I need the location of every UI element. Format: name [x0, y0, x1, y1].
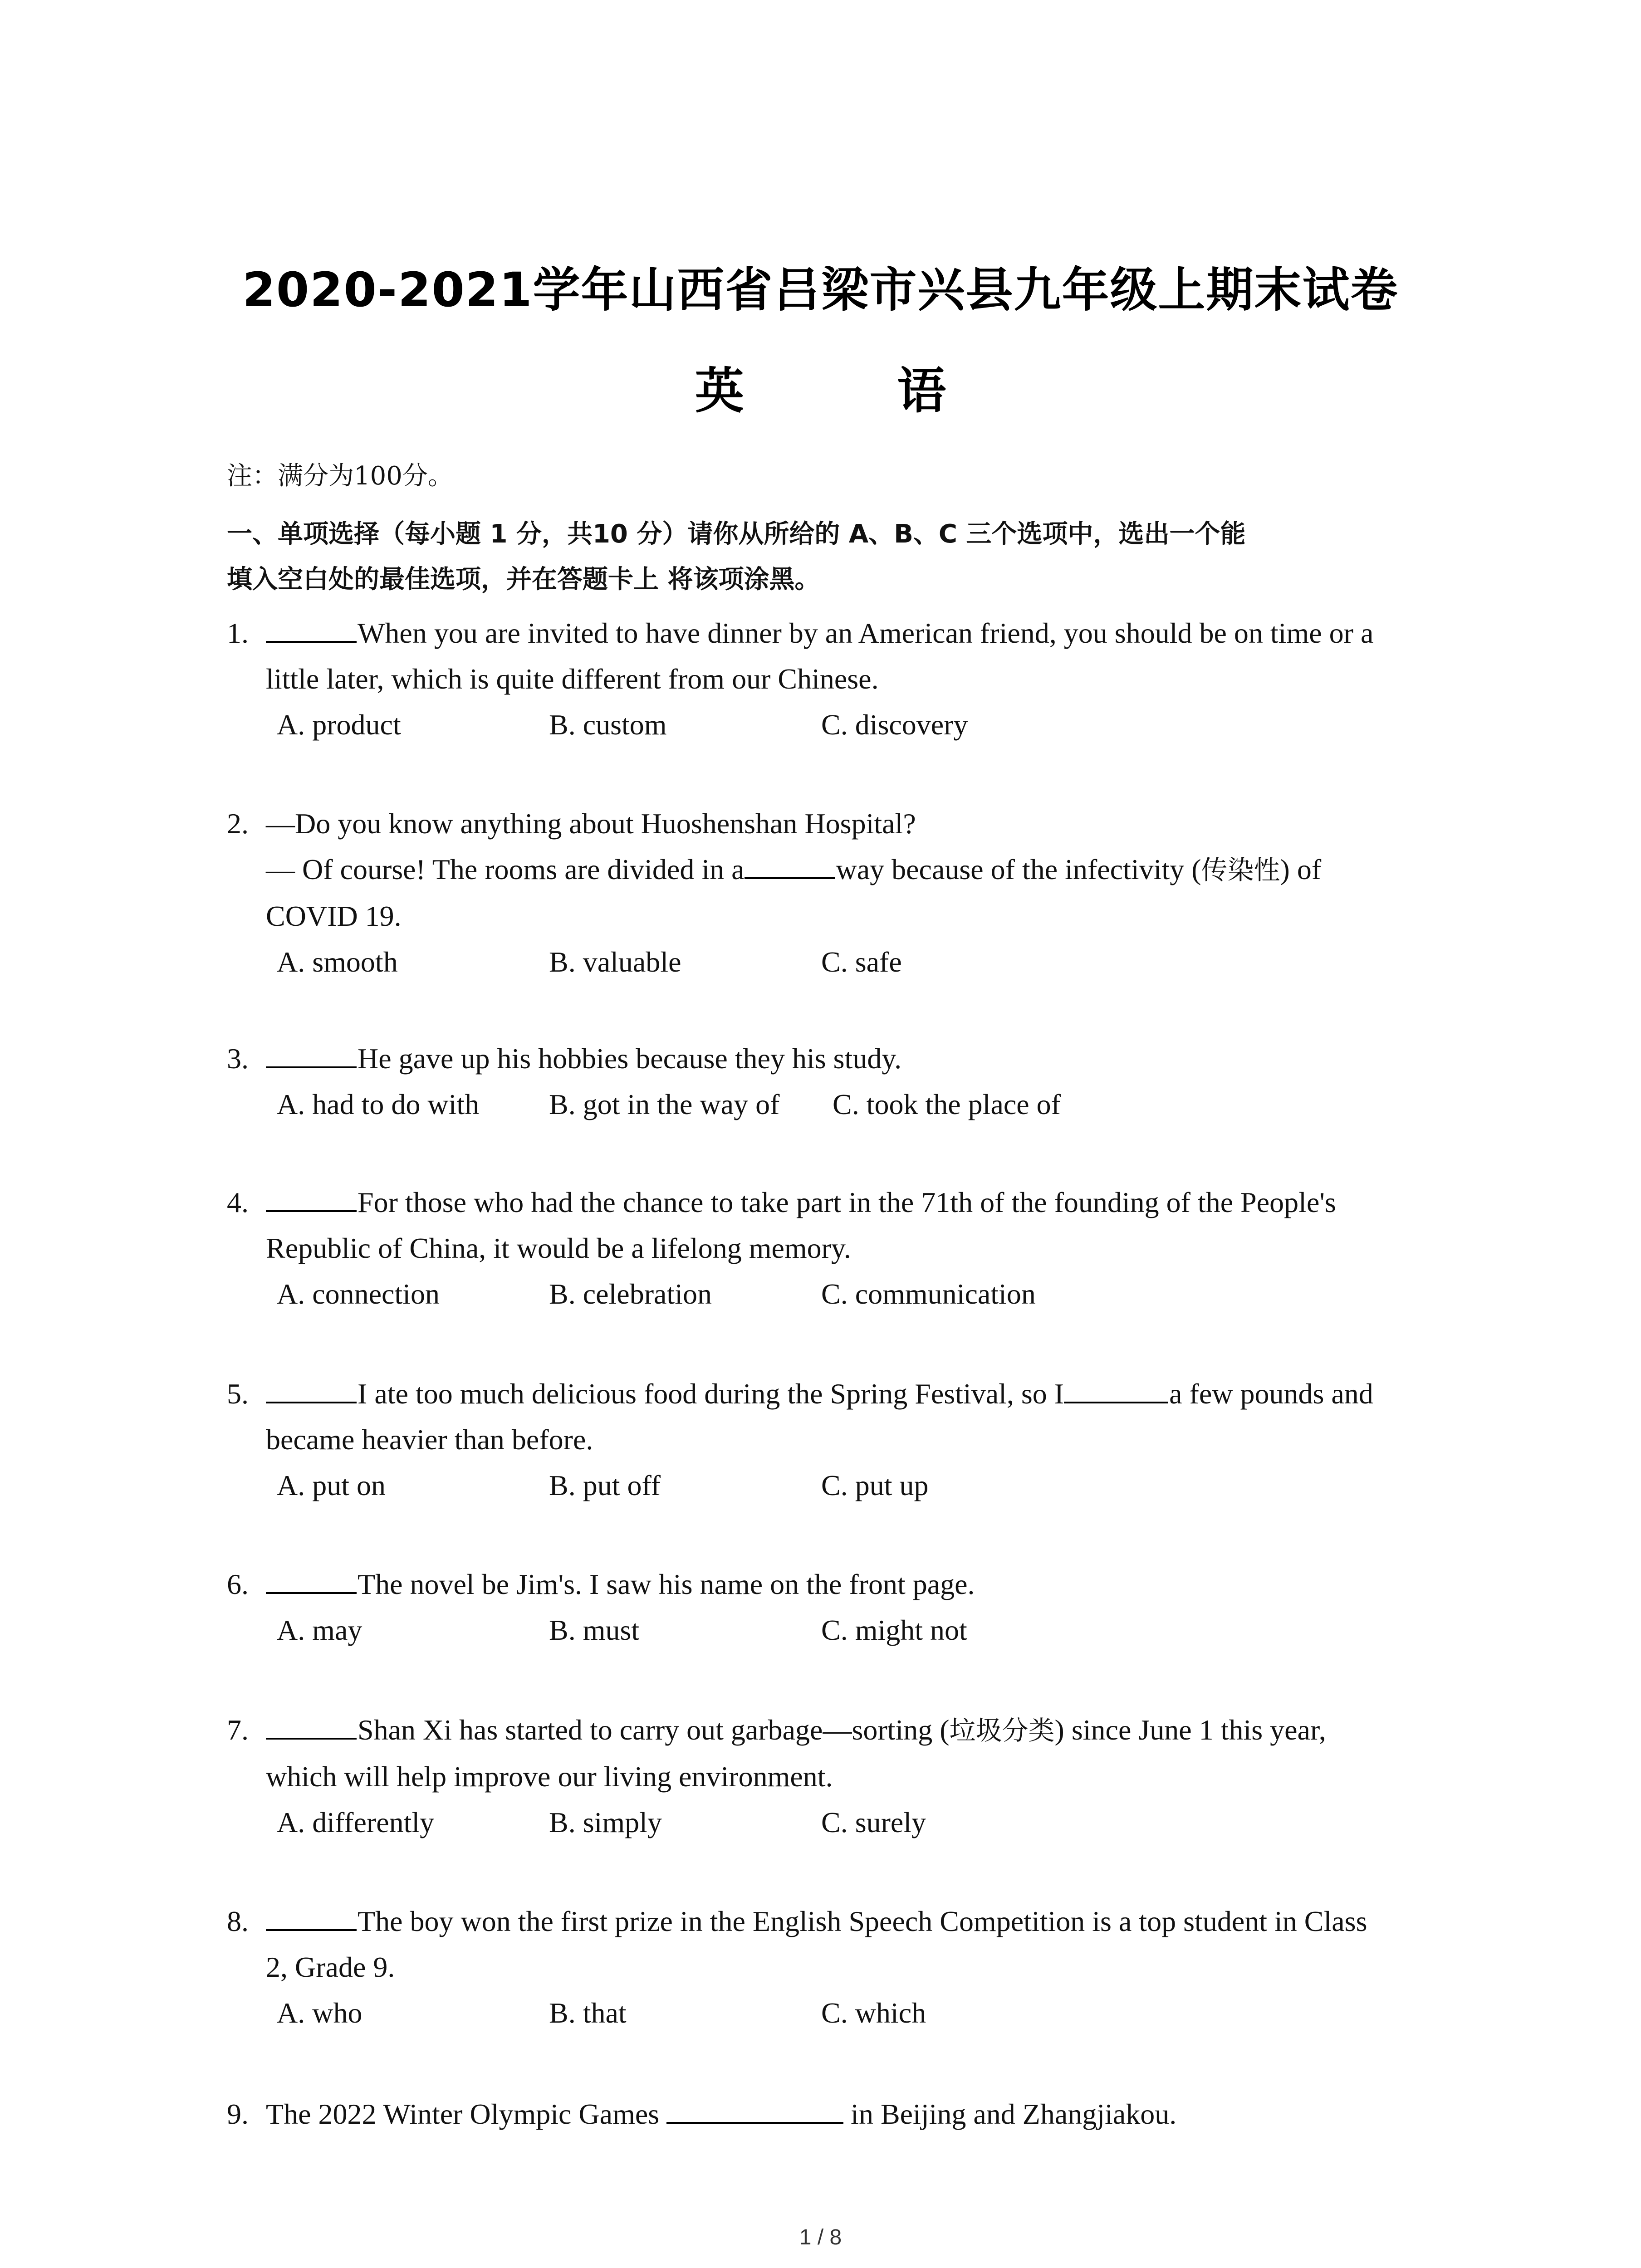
option-b: B. valuable: [549, 946, 681, 978]
option-a: A. had to do with: [277, 1088, 480, 1120]
question-number: 6.: [227, 1568, 249, 1600]
options-row: [277, 1462, 1452, 1508]
question-text: in Beijing and Zhangjiakou.: [851, 2098, 1177, 2130]
question-text: —Do you know anything about Huoshenshan Hospital?: [266, 807, 916, 840]
question-text: ) of: [1280, 853, 1322, 885]
question-5: [227, 1371, 1452, 1508]
question-text: a few pounds and: [1169, 1378, 1373, 1410]
answer-blank: [266, 1187, 357, 1212]
option-b: B. put off: [549, 1469, 661, 1501]
question-text: way because of the infectivity (: [836, 853, 1201, 885]
question-text: which will help improve our living environment.: [266, 1760, 833, 1793]
options-row: [277, 1799, 1452, 1845]
question-text: I ate too much delicious food during the Spring Festival, so I: [358, 1378, 1064, 1410]
question-number: 2.: [227, 807, 249, 840]
option-a: A. put on: [277, 1469, 386, 1501]
question-3: [227, 1036, 1452, 1127]
option-b: B. got in the way of: [549, 1088, 780, 1120]
question-1: [227, 610, 1452, 748]
option-c: C. safe: [821, 946, 902, 978]
option-c: C. which: [821, 1997, 926, 2029]
answer-blank: [266, 1569, 357, 1594]
question-2: [227, 801, 1452, 985]
options-row: [277, 1271, 1452, 1317]
option-b: B. custom: [549, 709, 667, 741]
question-7: [227, 1707, 1452, 1845]
option-a: A. who: [277, 1997, 362, 2029]
question-text: For those who had the chance to take part in the 71th of the founding of the People's: [358, 1186, 1336, 1218]
option-b: B. simply: [549, 1806, 662, 1838]
question-number: 7.: [227, 1714, 249, 1746]
question-text: The 2022 Winter Olympic Games: [266, 2098, 660, 2130]
answer-blank: [266, 1714, 357, 1740]
option-c: C. discovery: [821, 709, 968, 741]
question-number: 5.: [227, 1378, 249, 1410]
option-a: A. may: [277, 1614, 362, 1646]
question-text: COVID 19.: [266, 900, 402, 932]
question-text: ) since June 1 this year,: [1054, 1714, 1326, 1746]
answer-blank: [666, 2098, 843, 2124]
page-number: 1 / 8: [799, 2225, 842, 2249]
question-number: 4.: [227, 1186, 249, 1218]
question-number: 8.: [227, 1905, 249, 1937]
question-number: 9.: [227, 2098, 249, 2130]
option-b: B. that: [549, 1997, 627, 2029]
answer-blank: [266, 1378, 357, 1403]
exam-title: 2020-2021学年山西省吕梁市兴县九年级上期末试卷: [242, 262, 1399, 318]
option-c: C. communication: [821, 1278, 1036, 1310]
options-row: [277, 702, 1452, 748]
options-row: [277, 1990, 1452, 2036]
options-row: [277, 1081, 1452, 1127]
section-instructions: [227, 512, 1461, 602]
chinese-gloss: 垃圾分类: [949, 1715, 1055, 1746]
question-6: [227, 1561, 1452, 1653]
question-text: Republic of China, it would be a lifelong memory.: [266, 1232, 851, 1264]
instructions-line-2: 填入空白处的最佳选项，并在答题卡上 将该项涂黑。: [227, 565, 820, 594]
option-a: A. product: [277, 709, 401, 741]
chinese-gloss: 传染性: [1201, 855, 1280, 885]
option-a: A. connection: [277, 1278, 440, 1310]
question-text: The boy won the first prize in the English Speech Competition is a top student in Class: [358, 1905, 1367, 1937]
question-text: The novel be Jim's. I saw his name on the front page.: [358, 1568, 975, 1600]
question-text: Shan Xi has started to carry out garbage—sorting (: [358, 1714, 950, 1746]
question-number: 3.: [227, 1042, 249, 1075]
answer-blank: [266, 1043, 357, 1068]
question-text: became heavier than before.: [266, 1423, 593, 1456]
option-a: A. differently: [277, 1806, 435, 1838]
option-b: B. must: [549, 1614, 640, 1646]
instructions-line-1: 一、单项选择（每小题 1 分，共10 分）请你从所给的 A、B、C 三个选项中，选出一个能: [227, 519, 1246, 549]
score-note: 注：满分为100分。: [227, 461, 453, 491]
answer-blank: [266, 1906, 357, 1931]
options-row: [277, 1607, 1452, 1653]
question-text: 2, Grade 9.: [266, 1951, 395, 1983]
question-8: [227, 1898, 1452, 2036]
answer-blank: [266, 617, 357, 643]
question-text: When you are invited to have dinner by an American friend, you should be on time or a: [358, 617, 1374, 649]
answer-blank: [745, 854, 835, 879]
option-b: B. celebration: [549, 1278, 712, 1310]
answer-blank: [1064, 1378, 1168, 1403]
option-c: C. surely: [821, 1806, 926, 1838]
subject-title: 英 语: [695, 363, 1014, 420]
question-text: little later, which is quite different from our Chinese.: [266, 663, 879, 695]
question-text: He gave up his hobbies because they his study.: [358, 1042, 902, 1075]
question-9: [227, 2091, 1452, 2137]
option-a: A. smooth: [277, 946, 398, 978]
options-row: [277, 939, 1452, 985]
option-c: C. put up: [821, 1469, 929, 1501]
question-text: — Of course! The rooms are divided in a: [266, 853, 745, 885]
question-4: [227, 1179, 1452, 1317]
question-number: 1.: [227, 617, 249, 649]
option-c: C. took the place of: [833, 1088, 1061, 1120]
option-c: C. might not: [821, 1614, 967, 1646]
